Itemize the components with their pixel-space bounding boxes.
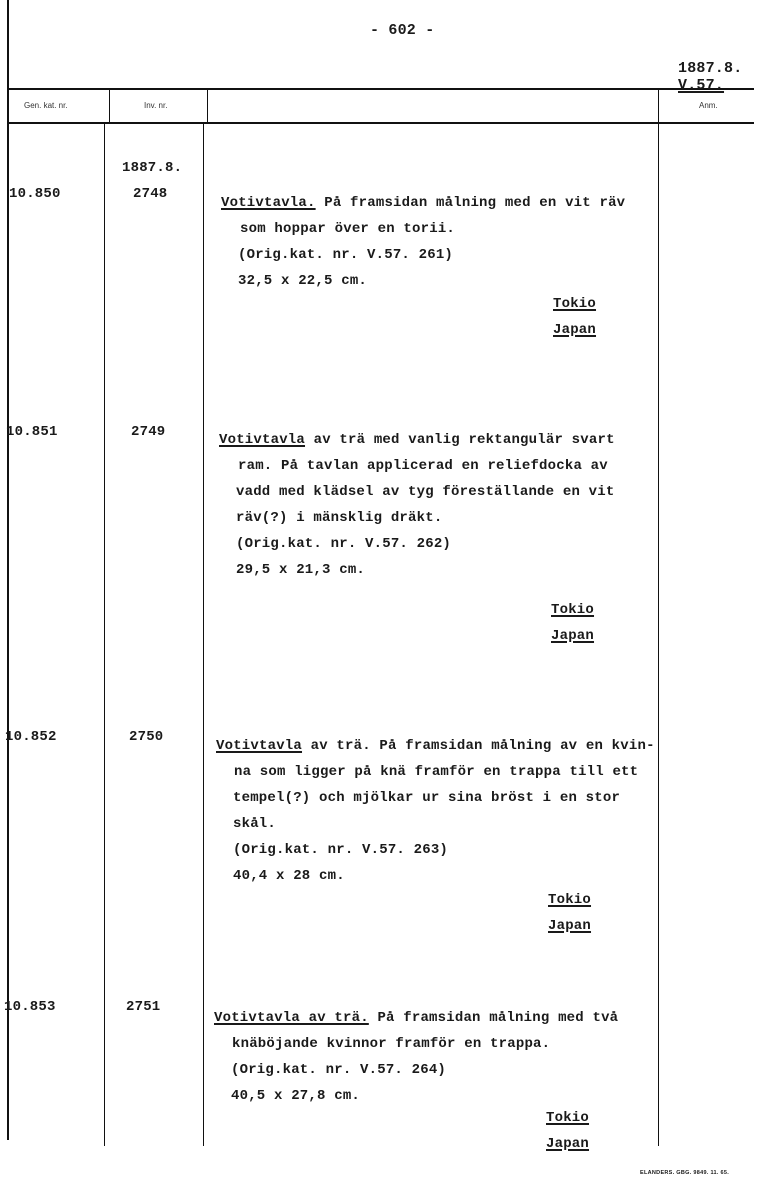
header-top-rule [7,88,754,90]
column-header-gen: Gen. kat. nr. [24,101,68,110]
entry-place-city: Tokio [546,1110,590,1126]
header-ref-code: V.57. [678,77,725,94]
header-bottom-rule [7,122,754,124]
page-number: - 602 - [370,22,435,39]
entry-line: (Orig.kat. nr. V.57. 261) [238,247,454,263]
entry-place-country: Japan [551,628,595,644]
gen-kat-number: 10.853 [4,999,56,1015]
entry-line: av trä med vanlig rektangulär svart [313,432,615,448]
entry-place-country: Japan [546,1136,590,1152]
entry-line: som hoppar över en torii. [240,221,456,237]
entry-place-country: Japan [548,918,592,934]
inv-number: 2748 [133,186,168,202]
text-column-rule-top [207,88,208,124]
entry-line: (Orig.kat. nr. V.57. 262) [236,536,452,552]
entry-line: vadd med klädsel av tyg föreställande en vit [236,484,615,500]
entry-line: På framsidan målning med två [377,1010,619,1026]
anm-column-rule [658,88,659,1146]
entry-place-city: Tokio [551,602,595,618]
gen-kat-number: 10.850 [9,186,61,202]
inv-number: 2750 [129,729,164,745]
entry-description [216,733,655,889]
entry-place-country: Japan [553,322,597,338]
entry-line: 29,5 x 21,3 cm. [236,562,366,578]
left-margin-rule [7,0,9,1140]
gen-inv-divider [109,88,110,124]
entry-line: skål. [233,816,277,832]
entry-place-city: Tokio [553,296,597,312]
entry-title: Votivtavla [219,432,306,448]
entry-line: räv(?) i mänsklig dräkt. [236,510,443,526]
printer-mark: ELANDERS. GBG. 9849. 11. 65. [640,1170,730,1176]
column-header-inv: Inv. nr. [144,101,168,110]
entry-line: På framsidan målning med en vit räv [324,195,626,211]
header-ref-year: 1887.8. [678,60,743,77]
entry-description [221,190,625,294]
entry-line: 40,4 x 28 cm. [233,868,345,884]
entry-place-city: Tokio [548,892,592,908]
column-header-anm: Anm. [699,101,718,110]
inv-column-rule [104,124,105,1146]
entry-line: knäböjande kvinnor framför en trappa. [232,1036,551,1052]
entry-title: Votivtavla. [221,195,316,211]
entry-line: na som ligger på knä framför en trappa till ett [234,764,639,780]
entry-line: 40,5 x 27,8 cm. [231,1088,361,1104]
inv-number: 2751 [126,999,161,1015]
entry-title: Votivtavla [216,738,303,754]
entry-line: (Orig.kat. nr. V.57. 264) [231,1062,447,1078]
gen-kat-number: 10.851 [6,424,58,440]
gen-kat-number: 10.852 [5,729,57,745]
entry-description [219,427,615,583]
entry-year: 1887.8. [122,160,183,176]
entry-line: (Orig.kat. nr. V.57. 263) [233,842,449,858]
inv-number: 2749 [131,424,166,440]
entry-description [214,1005,618,1109]
entry-line: 32,5 x 22,5 cm. [238,273,368,289]
entry-title: Votivtavla av trä. [214,1010,369,1026]
entry-line: tempel(?) och mjölkar ur sina bröst i en stor [233,790,621,806]
entry-line: av trä. På framsidan målning av en kvin- [310,738,655,754]
text-column-rule [203,124,204,1146]
entry-line: ram. På tavlan applicerad en reliefdocka av [238,458,608,474]
